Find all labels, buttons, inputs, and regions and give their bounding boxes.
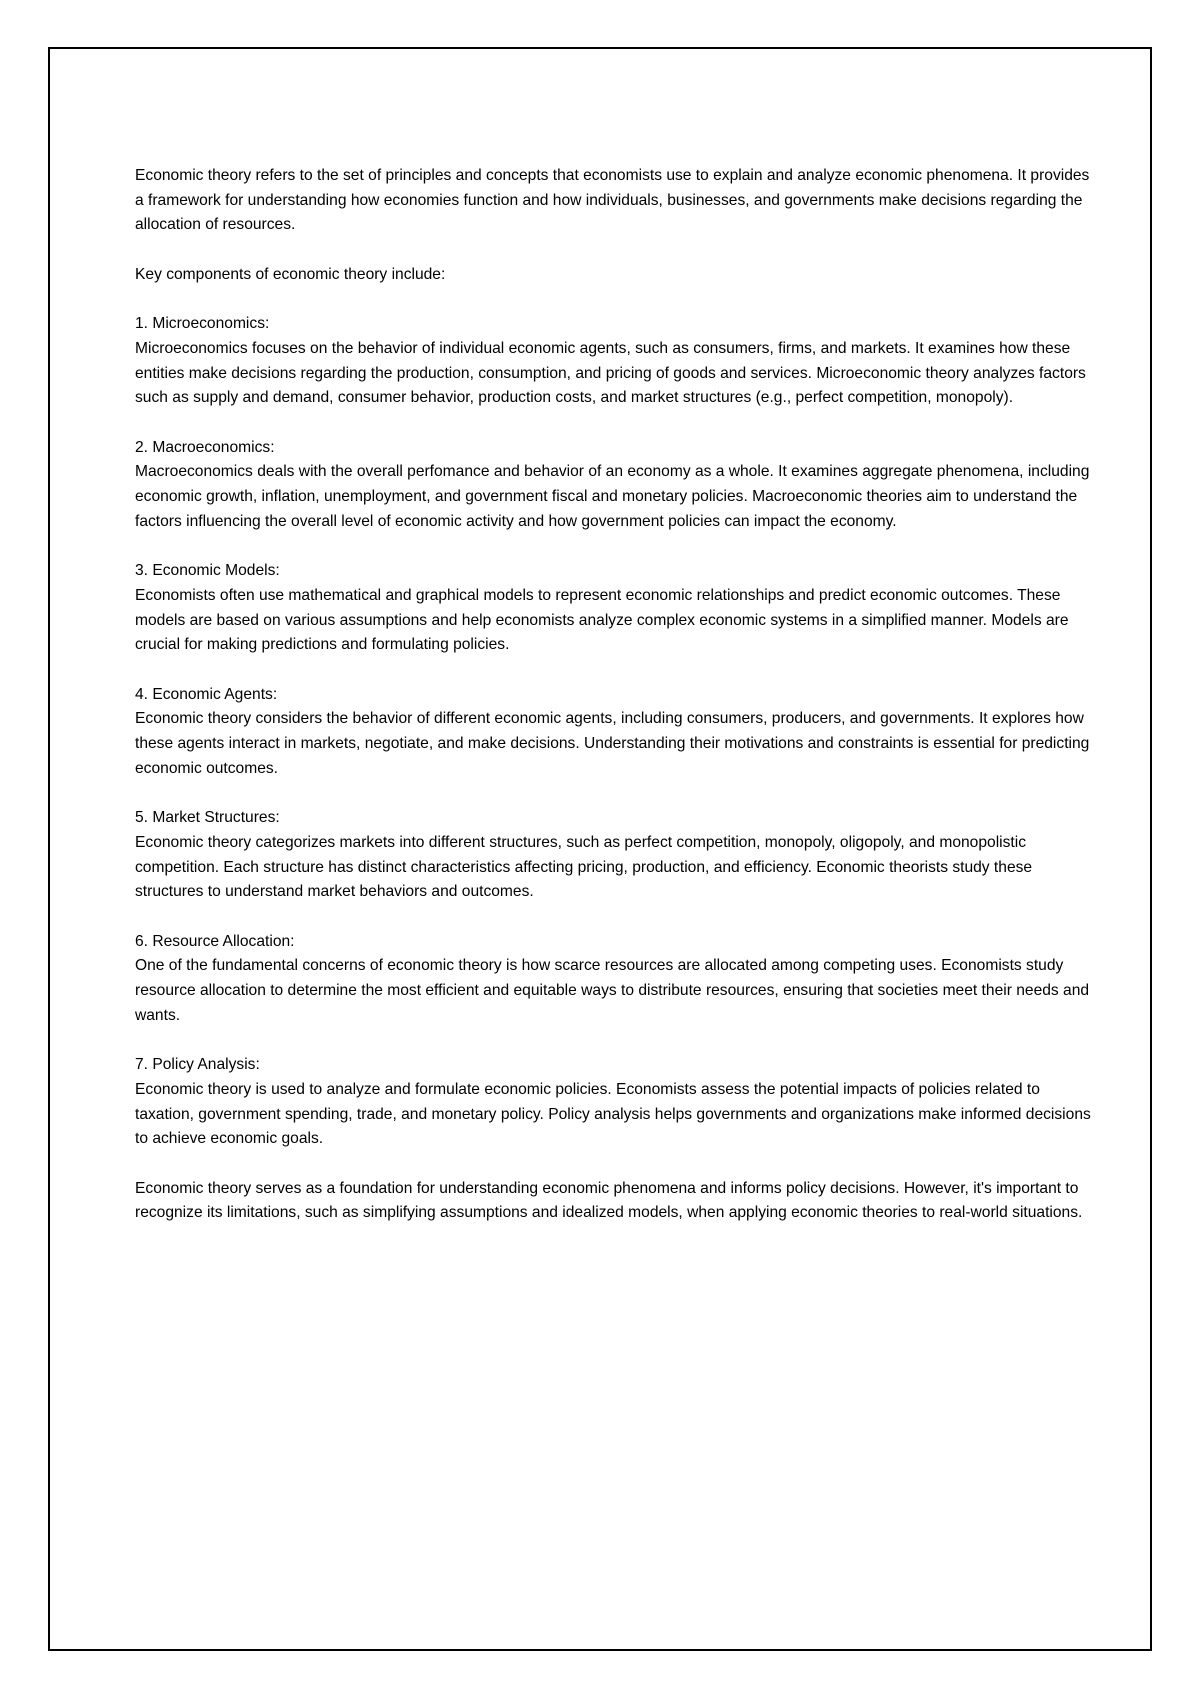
section-body: Macroeconomics deals with the overall perfomance and behavior of an economy as a whole. It examines aggregate phenomena, including economic growth, inflation, unemployment, and government fiscal and monetary policies. Macroeconomic theories aim to understand the factors influencing the overall level of economic activity and how government policies can impact the economy. [135,463,1090,530]
section-heading: 3. Economic Models: [135,562,280,580]
section-body: Economic theory is used to analyze and formulate economic policies. Economists assess the potential impacts of policies related to taxation, government spending, trade, and monetary policy. Policy analysis helps governments and organizations make informed decisions to achieve economic goals. [135,1080,1091,1148]
key-components-heading: Key components of economic theory include: [135,265,446,283]
section-resource-allocation [135,930,1095,1029]
section-microeconomics [135,312,1095,411]
section-body: Microeconomics focuses on the behavior of individual economic agents, such as consumers, firms, and markets. It examines how these entities make decisions regarding the production, consumption, and pricing of goods and services. Microeconomic theory analyzes factors such as supply and demand, consumer behavior, production costs, and market structures (e.g., perfect competition, monopoly). [135,339,1086,407]
section-heading: 1. Microeconomics: [135,315,270,333]
section-policy-analysis [135,1053,1095,1152]
section-body: Economists often use mathematical and graphical models to represent economic relationships and predict economic outcomes. These models are based on various assumptions and help economists analyze complex economic systems in a simplified manner. Models are crucial for making predictions and formulating policies. [135,586,1069,654]
section-market-structures [135,806,1095,905]
section-heading: 2. Macroeconomics: [135,438,275,456]
section-heading: 6. Resource Allocation: [135,932,295,950]
section-heading: 4. Economic Agents: [135,685,278,703]
section-heading: 7. Policy Analysis: [135,1056,260,1074]
intro-paragraph: Economic theory refers to the set of principles and concepts that economists use to explain and analyze economic phenomena. It provides a framework for understanding how economies function and how individuals, businesses, and governments make decisions regarding the allocation of resources. [135,167,1090,234]
section-macroeconomics [135,436,1095,535]
section-heading: 5. Market Structures: [135,809,280,827]
section-body: Economic theory considers the behavior of different economic agents, including consumers, producers, and governments. It explores how these agents interact in markets, negotiate, and make decisions. Understanding their motivations and constraints is essential for predicting economic outcomes. [135,710,1090,777]
section-economic-models [135,559,1095,658]
section-body: One of the fundamental concerns of economic theory is how scarce resources are allocated among competing uses. Economists study resource allocation to determine the most efficient and equitable ways to distribute resources, ensuring that societies meet their needs and wants. [135,957,1090,1024]
conclusion-paragraph: Economic theory serves as a foundation for understanding economic phenomena and informs policy decisions. However, it's important to recognize its limitations, such as simplifying assumptions and idealized models, when applying economic theories to real-world situations. [135,1179,1083,1222]
document-body [135,164,1095,1251]
section-economic-agents [135,683,1095,782]
section-body: Economic theory categorizes markets into different structures, such as perfect competition, monopoly, oligopoly, and monopolistic competition. Each structure has distinct characteristics affecting pricing, production, and efficiency. Economic theorists study these structures to understand market behaviors and outcomes. [135,833,1033,901]
